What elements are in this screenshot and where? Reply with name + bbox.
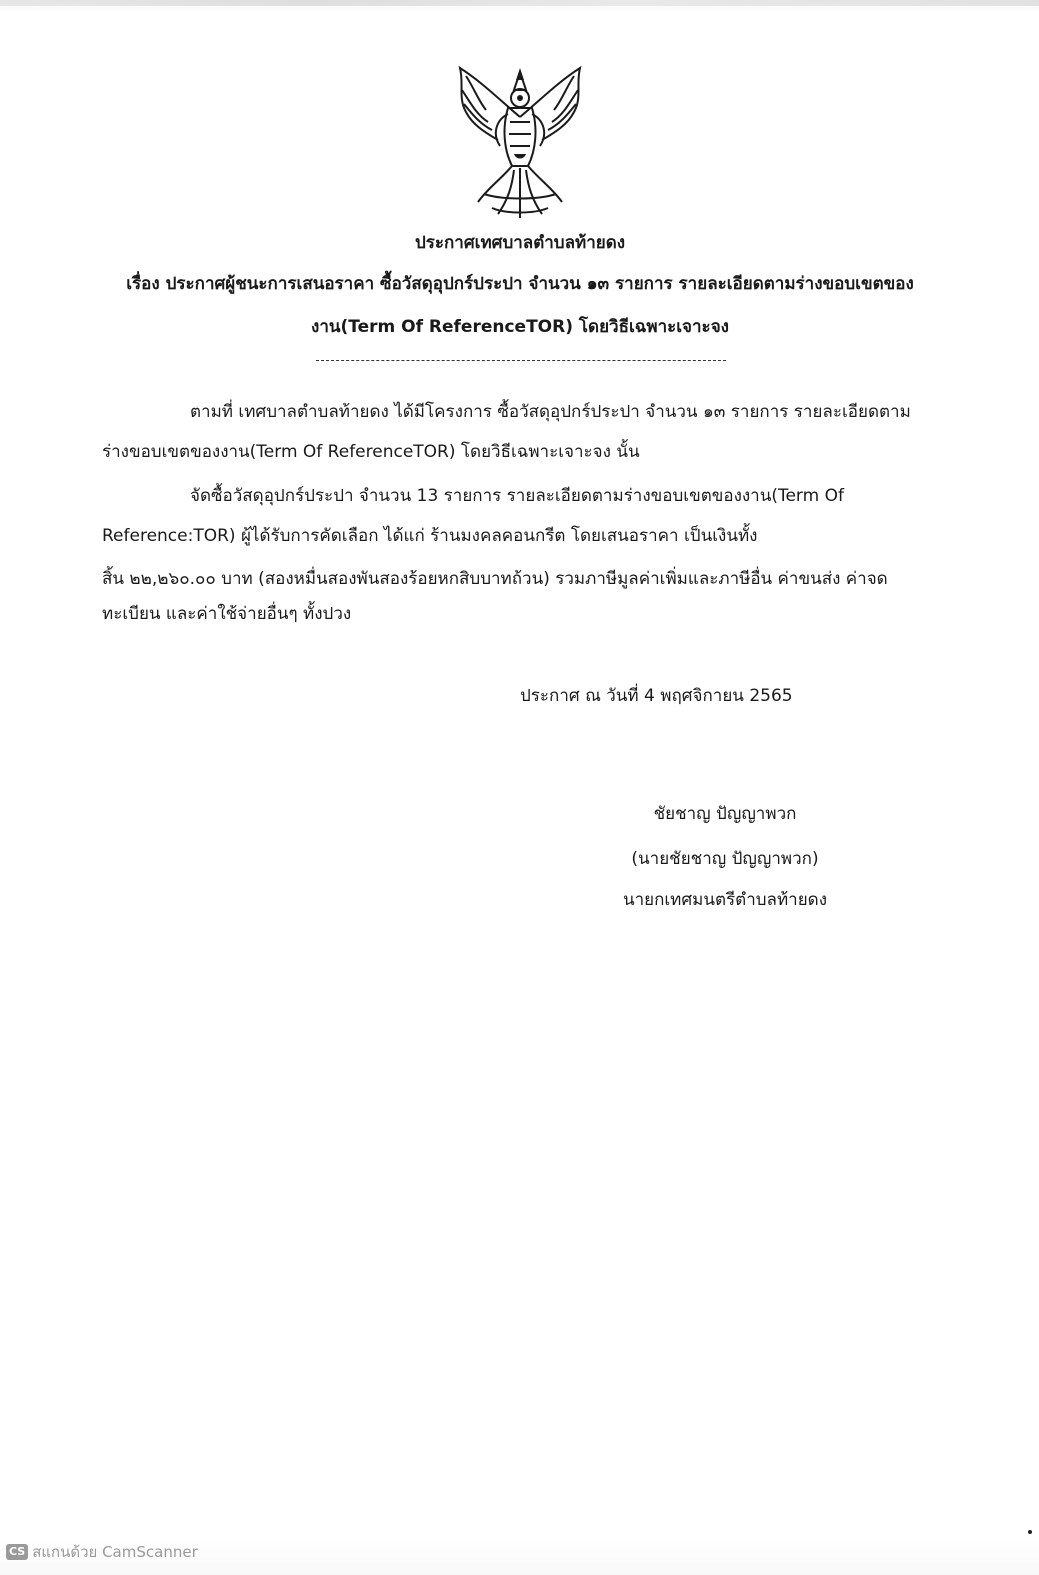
- camscanner-logo-icon: CS: [6, 1544, 28, 1560]
- announcement-date: ประกาศ ณ วันที่ 4 พฤศจิกายน 2565: [520, 686, 793, 706]
- header-separator: [316, 360, 726, 361]
- signature-name: ชัยชาญ ปัญญาพวก: [653, 804, 797, 824]
- subject-line-continued: งาน(Term Of ReferenceTOR) โดยวิธีเฉพาะเจาะจง: [311, 317, 729, 337]
- scan-dot-mark: [1028, 1530, 1032, 1534]
- garuda-emblem-icon: [452, 62, 588, 222]
- body-paragraph-2-line-2: Reference:TOR) ผู้ได้รับการคัดเลือก ได้แก่ ร้านมงคลคอนกรีต โดยเสนอราคา เป็นเงินทั้ง: [102, 526, 758, 546]
- announcement-title: ประกาศเทศบาลตำบลท้ายดง: [414, 233, 626, 253]
- body-paragraph-1-line-1: ตามที่ เทศบาลตำบลท้ายดง ได้มีโครงการ ซื้อวัสดุอุปกร์ประปา จำนวน ๑๓ รายการ รายละเอียดตาม: [190, 402, 911, 422]
- body-paragraph-2-line-1: จัดซื้อวัสดุอุปกร์ประปา จำนวน 13 รายการ รายละเอียดตามร่างขอบเขตของงาน(Term Of: [190, 486, 844, 506]
- scan-top-edge: [0, 0, 1039, 6]
- body-paragraph-2-line-3: สิ้น ๒๒,๒๖๐.๐๐ บาท (สองหมื่นสองพันสองร้อยหกสิบบาทถ้วน) รวมภาษีมูลค่าเพิ่มและภาษีอื่น ค่าขนส่ง ค่าจด: [102, 569, 888, 589]
- body-paragraph-1-line-2: ร่างขอบเขตของงาน(Term Of ReferenceTOR) โดยวิธีเฉพาะเจาะจง นั้น: [102, 442, 640, 462]
- signatory-title: นายกเทศมนตรีตำบลท้ายดง: [622, 890, 828, 910]
- camscanner-text: สแกนด้วย CamScanner: [32, 1543, 198, 1561]
- subject-line: เรื่อง ประกาศผู้ชนะการเสนอราคา ซื้อวัสดุอุปกร์ประปา จำนวน ๑๓ รายการ รายละเอียดตามร่างขอบเขตของ: [126, 274, 914, 294]
- signatory-full-name: (นายชัยชาญ ปัญญาพวก): [631, 849, 819, 869]
- body-paragraph-2-line-4: ทะเบียน และค่าใช้จ่ายอื่นๆ ทั้งปวง: [102, 604, 352, 624]
- camscanner-watermark: [6, 1540, 198, 1564]
